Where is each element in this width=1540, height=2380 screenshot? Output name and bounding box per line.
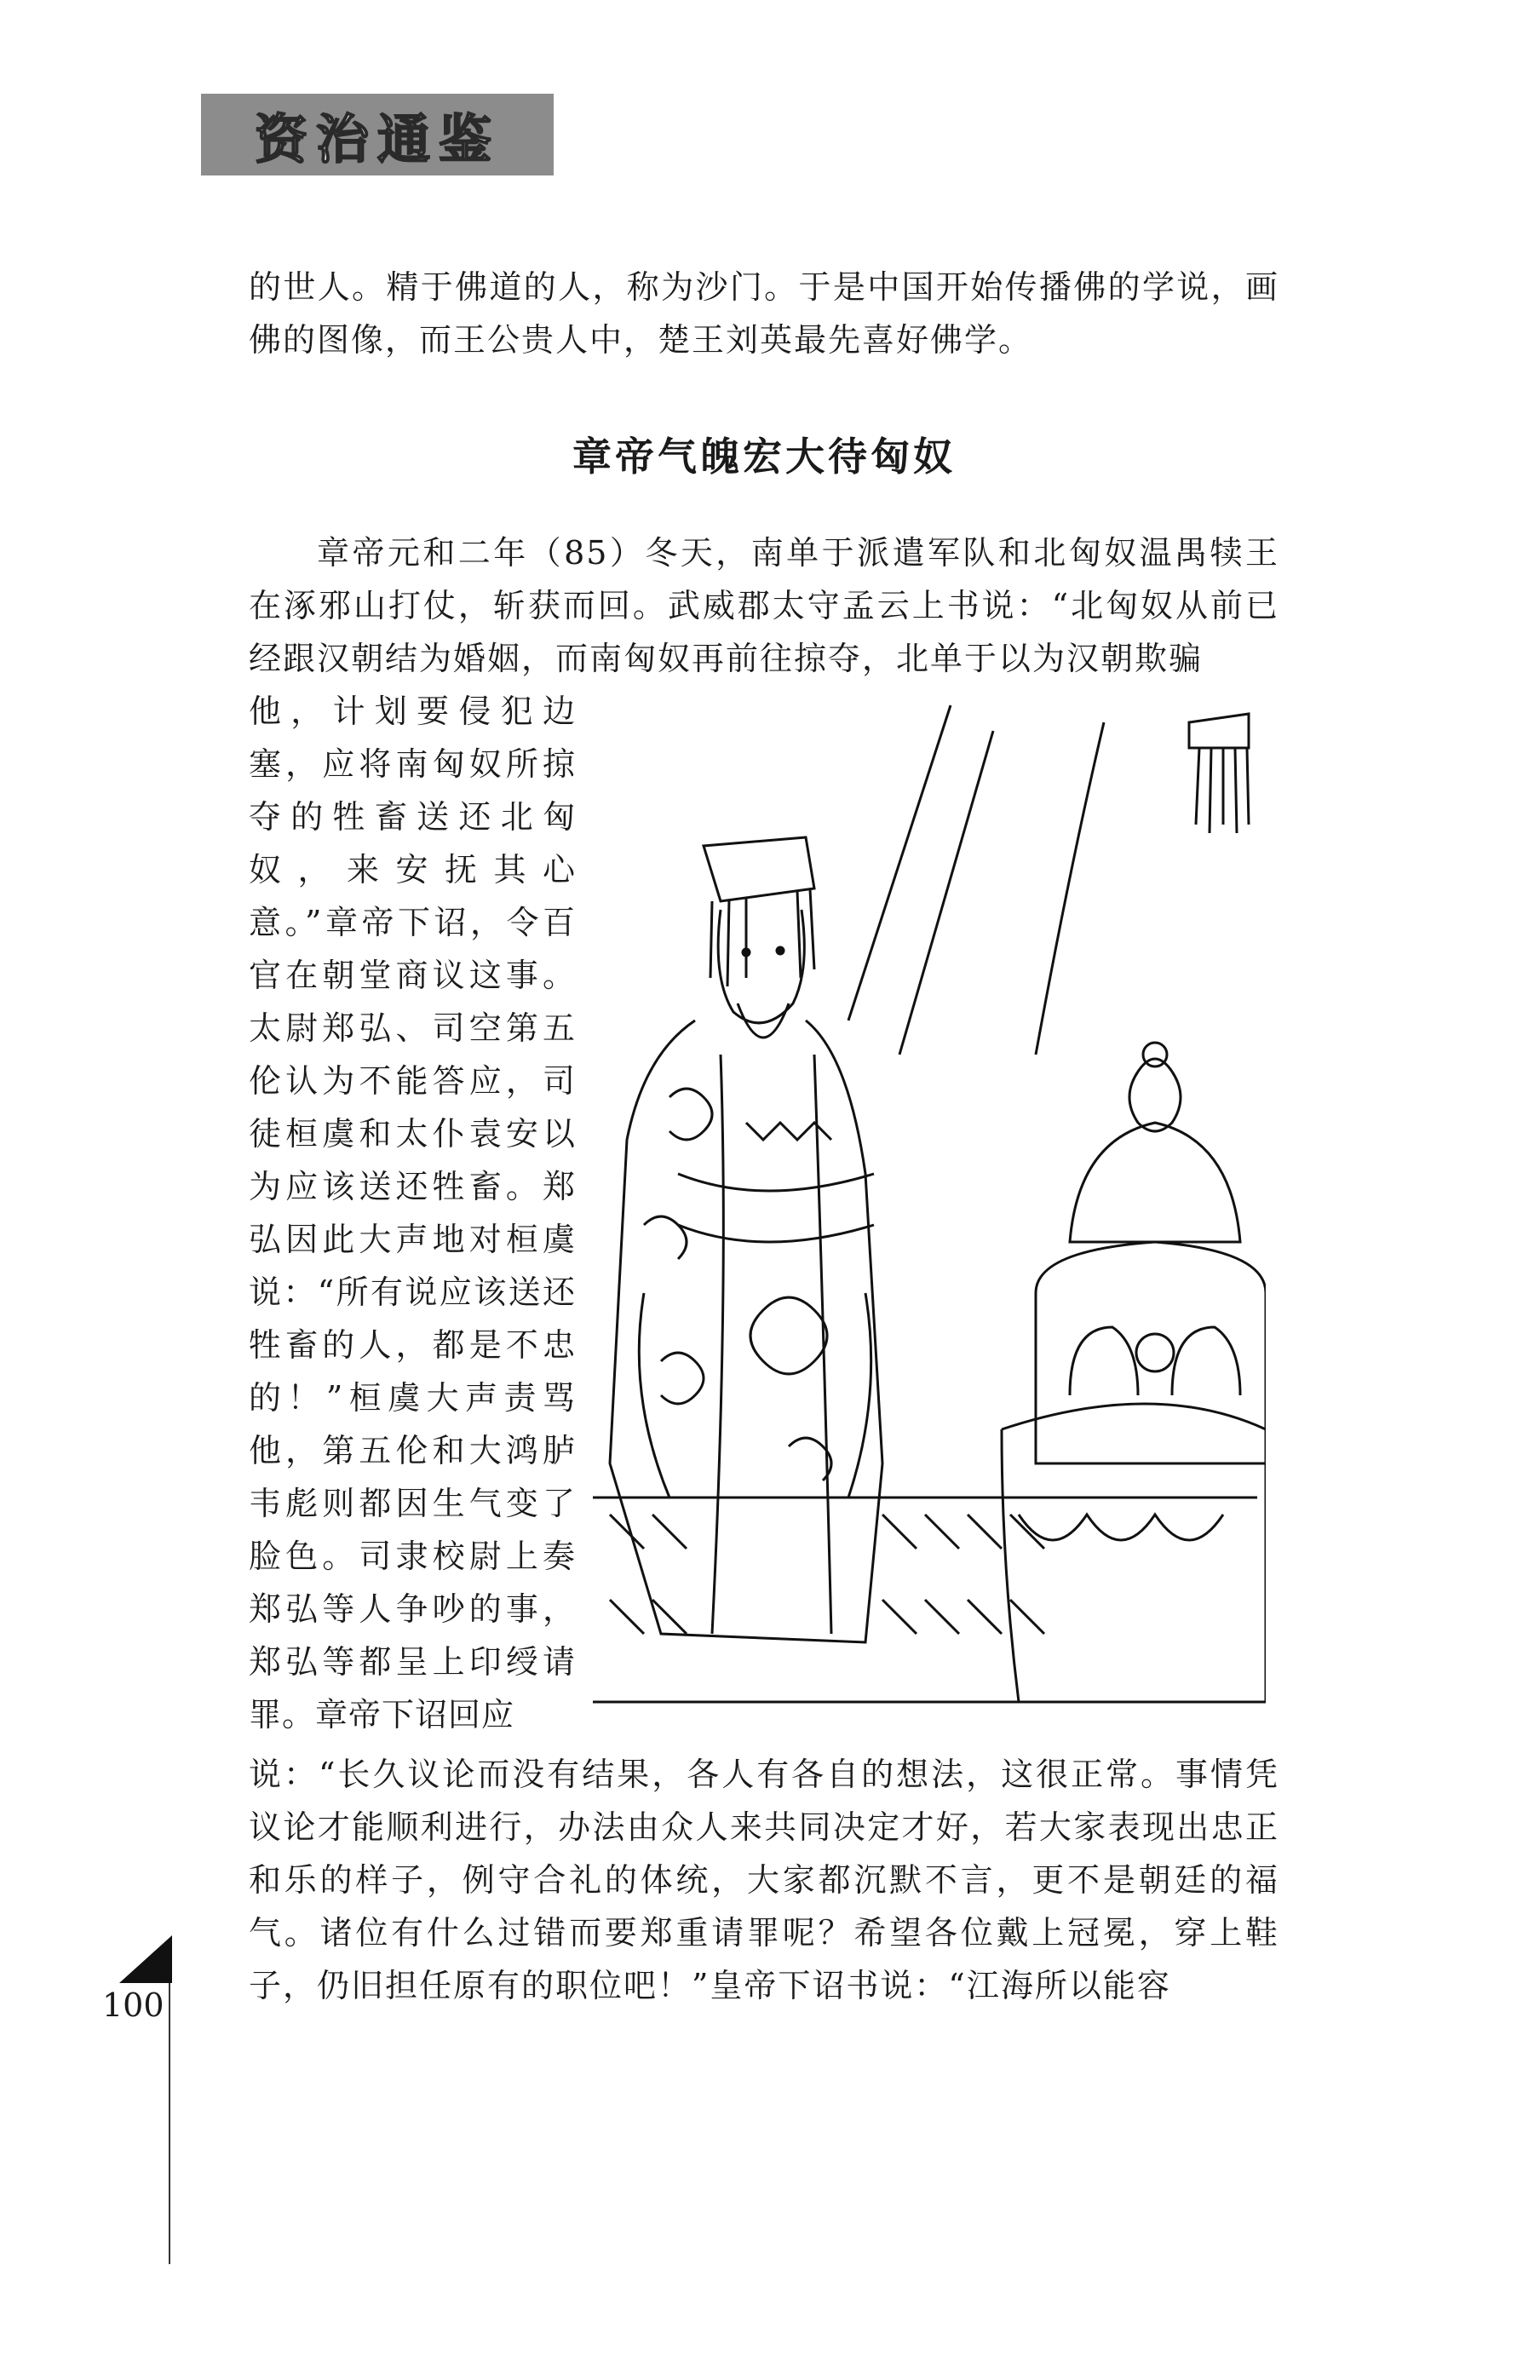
paragraph-1: 的世人。精于佛道的人，称为沙门。于是中国开始传播佛的学说，画佛的图像，而王公贵人中，楚王刘英最先喜好佛学。 (249, 268, 1279, 359)
paragraph-2-wrap-column: 他，计划要侵犯边塞，应将南匈奴所掠夺的牲畜送还北匈奴，来安抚其心意。”章帝下诏，令百官在朝堂商议这事。太尉郑弘、司空第五伦认为不能答应，司徒桓虞和太仆袁安以为应该送还牲畜。郑弘因此大声地对桓虞说：“所有说应该送还牲畜的人，都是不忠的！”桓虞大声责骂他，第五伦和大鸿胪韦彪则都因生气变了脸色。司隶校尉上奏郑弘等人争吵的事，郑弘等都呈上印绶请罪。章帝下诏回应 (249, 693, 576, 1733)
book-title: 资治通鉴 (254, 107, 500, 170)
paragraph-2-top: 章帝元和二年（85）冬天，南单于派遣军队和北匈奴温禺犊王在涿邪山打仗，斩获而回。武威郡太守孟云上书说：“北匈奴从前已经跟汉朝结为婚姻，而南匈奴再前往掠夺，北单于以为汉朝欺骗 (249, 534, 1279, 677)
section-title: 章帝气魄宏大待匈奴 (572, 434, 956, 480)
margin-rule (169, 1983, 170, 2264)
paragraph-2-bottom: 说：“长久议论而没有结果，各人有各自的想法，这很正常。事情凭议论才能顺利进行，办法由众人来共同决定才好，若大家表现出忠正和乐的样子，例守合礼的体统，大家都沉默不言，更不是朝廷的福气。诸位有什么过错而要郑重请罪呢？希望各位戴上冠冕，穿上鞋子，仍旧担任原有的职位吧！”皇帝下诏书说：“江海所以能容 (249, 1756, 1279, 2004)
page-corner-marker (119, 1935, 172, 1983)
emperor-illustration (593, 697, 1266, 1710)
book-title-banner (201, 94, 554, 175)
page-number: 100 (102, 1986, 164, 2024)
